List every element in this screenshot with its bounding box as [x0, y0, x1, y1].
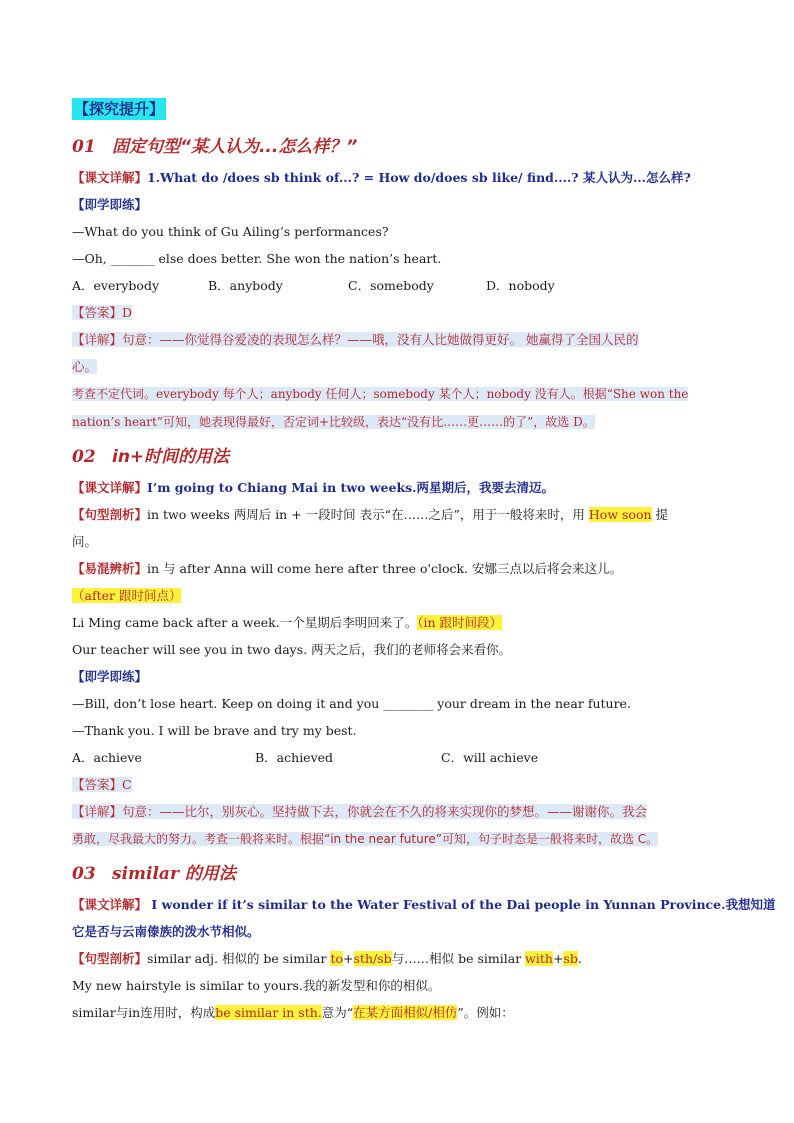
period: . [577, 951, 582, 966]
be-similar-in-highlight: be similar in sth. [215, 1005, 322, 1020]
answer-tag: 【答案】 [72, 777, 123, 792]
option-b: B．achieved [255, 750, 334, 765]
meaning-highlight: 在某方面相似/相仿 [353, 1005, 458, 1020]
section-02-heading [72, 440, 724, 474]
option-b: B．anybody [208, 278, 283, 293]
plus: + [552, 951, 564, 966]
explain-row [72, 798, 724, 825]
section-number: 01 [72, 137, 96, 157]
analysis-text-mid: 与……相似 be similar [391, 951, 526, 966]
usage-text-mid: 意为“ [321, 1005, 354, 1020]
example-row [72, 609, 724, 636]
section-banner: 【探究提升】 [74, 100, 165, 118]
text-detail-row [72, 164, 724, 191]
detail-tag: 【课文详解】 [72, 170, 148, 185]
answer-tag: 【答案】 [72, 305, 123, 320]
explain-text: 句意：——比尔，别灰心。坚持做下去，你就会在不久的将来实现你的梦想。——谢谢你。我会 [122, 804, 648, 819]
option-c: C．will achieve [441, 750, 539, 765]
option-d: D．nobody [486, 278, 555, 293]
option-a: A．everybody [72, 278, 160, 293]
confuse-text: in 与 after Anna will come here after three o'clock. 安娜三点以后将会来这儿。 [147, 561, 622, 576]
section-title: in+时间的用法 [112, 447, 230, 467]
explain-text: 句意：——你觉得谷爱凌的表现怎么样？——哦，没有人比她做得更好。 她赢得了全国人民的 [122, 332, 639, 347]
detail-text: I wonder if it’s similar to the Water Festival of the Dai people in Yunnan Province.我想知道 [147, 897, 776, 912]
analysis-tag: 【句型剖析】 [72, 507, 148, 522]
detail-text-cont: 它是否与云南傣族的泼水节相似。 [72, 924, 260, 939]
with-highlight: with [525, 951, 553, 966]
analysis-text: in two weeks 两周后 in + 一段时间 表示“在……之后”，用于一般将来时，用 [147, 507, 585, 522]
answer-row [72, 771, 724, 798]
question-line: —Thank you. I will be brave and try my best. [72, 723, 357, 738]
section-title: 固定句型“某人认为...怎么样？” [112, 137, 358, 157]
example-text: Li Ming came back after a week.一个星期后李明回来了。 [72, 615, 418, 630]
page-content [72, 93, 776, 1026]
section-01-heading [72, 130, 724, 164]
answer-row [72, 299, 724, 326]
sth-sb-highlight: sth/sb [353, 951, 392, 966]
practice-tag-row [72, 191, 724, 218]
usage-text: similar与in连用时，构成 [72, 1005, 216, 1020]
confuse-row [72, 555, 724, 582]
detail-tag: 【课文详解】 [72, 897, 148, 912]
text-detail-row [72, 891, 776, 918]
practice-tag-row [72, 663, 724, 690]
banner-row [72, 93, 724, 126]
plus: + [343, 951, 354, 966]
analysis-text: similar adj. 相似的 be similar [147, 951, 331, 966]
explain-row [72, 353, 724, 380]
analysis-row [72, 501, 724, 528]
detail-tag: 【课文详解】 [72, 480, 148, 495]
example-row: Our teacher will see you in two days. 两天之后，我们的老师将会来看你。 [72, 642, 512, 657]
to-highlight: to [330, 951, 344, 966]
question-line: —Oh, _______ else does better. She won the nation’s heart. [72, 251, 442, 266]
explain-row [72, 380, 724, 408]
explain-row [72, 825, 724, 853]
practice-tag: 【即学即练】 [72, 669, 148, 684]
explain-tag: 【详解】 [72, 332, 123, 347]
section-number: 03 [72, 864, 96, 884]
explain-text: 考查不定代词。everybody 每个人；anybody 任何人；somebody 某个人；nobody 没有人。根据“She won the [72, 387, 689, 401]
analysis-tag: 【句型剖析】 [72, 951, 148, 966]
text-detail-row [72, 474, 724, 501]
in-note: （in 跟时间段） [417, 615, 502, 630]
explain-text: 心。 [72, 359, 98, 374]
how-soon-highlight: How soon [588, 507, 652, 522]
detail-text: I’m going to Chiang Mai in two weeks.两星期后，我要去清迈。 [147, 480, 554, 495]
analysis-row [72, 945, 724, 972]
answer-value: D [122, 305, 133, 320]
usage-text-end: ”。例如： [457, 1005, 514, 1020]
confuse-tag: 【易混辨析】 [72, 561, 148, 576]
explain-text: 勇敢，尽我最大的努力。考查一般将来时。根据“in the near future”可知，句子时态是一般将来时，故选 C。 [72, 832, 659, 846]
question-line: —Bill, don’t lose heart. Keep on doing it and you ________ your dream in the near future. [72, 696, 631, 711]
section-number: 02 [72, 447, 96, 467]
analysis-text-end: 提 [655, 507, 669, 522]
options-row [72, 744, 724, 771]
detail-text: 1.What do /does sb think of...? = How do/does sb like/ find....? 某人认为...怎么样? [147, 170, 691, 185]
section-03-heading [72, 857, 724, 891]
explain-tag: 【详解】 [72, 804, 123, 819]
after-note: （after 跟时间点） [72, 588, 182, 603]
options-row [72, 272, 724, 299]
option-c: C．somebody [348, 278, 434, 293]
note-row [72, 582, 724, 609]
sb-highlight: sb [563, 951, 578, 966]
example-row: My new hairstyle is similar to yours.我的新发型和你的相似。 [72, 978, 441, 993]
answer-value: C [122, 777, 132, 792]
explain-row [72, 408, 724, 436]
question-line: —What do you think of Gu Ailing’s performances? [72, 224, 389, 239]
explain-text: nation’s heart”可知，她表现得最好，否定词+比较级，表达“没有比……更……的了”，故选 D。 [72, 415, 595, 429]
explain-row [72, 326, 724, 353]
practice-tag: 【即学即练】 [72, 197, 148, 212]
analysis-row-cont: 问。 [72, 534, 98, 549]
option-a: A．achieve [72, 750, 142, 765]
usage-row [72, 999, 724, 1026]
section-title: similar 的用法 [112, 864, 236, 884]
